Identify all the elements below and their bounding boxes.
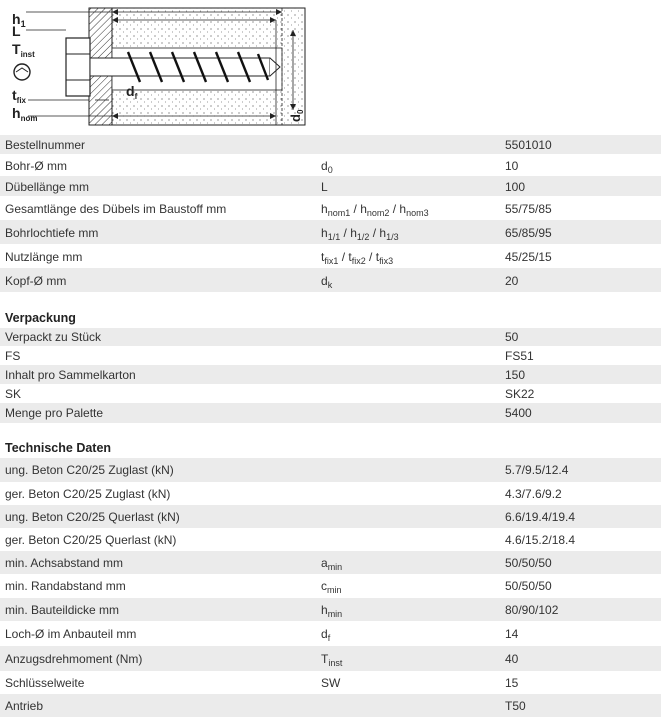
anchor-diagram [0, 0, 310, 132]
table-row [0, 646, 661, 671]
table-row [0, 244, 661, 268]
table-row [0, 268, 661, 292]
table-row [0, 694, 661, 717]
row-label: min. Randabstand mm [5, 579, 126, 593]
row-label: Schlüsselweite [5, 676, 85, 690]
table-row [0, 403, 661, 423]
row-label: Loch-Ø im Anbauteil mm [5, 627, 137, 641]
svg-text:Tinst: $T_{inst}$ [12, 41, 35, 59]
table-row [0, 671, 661, 694]
row-symbol: $c_{min}$ [321, 579, 342, 595]
row-value: 55/75/85 [505, 202, 552, 216]
label-tinst: T [12, 41, 21, 57]
table-row [0, 196, 661, 220]
row-label: FS [5, 349, 21, 363]
row-value: 15 [505, 676, 519, 690]
label-L: L [12, 23, 21, 39]
row-symbol: $d_f$ [321, 627, 331, 643]
row-symbol: $t_{fix1} / t_{fix2} / t_{fix3}$ [321, 250, 394, 266]
table-row [0, 621, 661, 646]
row-value: 5.7/9.5/12.4 [505, 463, 569, 477]
svg-text:hnom: $h_{nom}$ [12, 105, 38, 123]
table-row [0, 574, 661, 598]
row-label: SK [5, 387, 22, 401]
row-label: ger. Beton C20/25 Zuglast (kN) [5, 487, 171, 501]
svg-text:tfix: $t_{fix}$ [12, 87, 27, 105]
row-value: 10 [505, 159, 519, 173]
row-symbol: $h_{min}$ [321, 603, 343, 619]
row-symbol: $d_k$ [321, 274, 333, 290]
svg-text:d0: $d_0$ [288, 109, 305, 122]
row-value: 5400 [505, 406, 532, 420]
table-row [0, 505, 661, 528]
row-label: Antrieb [5, 699, 44, 713]
row-value: 150 [505, 368, 526, 382]
row-label: ung. Beton C20/25 Zuglast (kN) [5, 463, 174, 477]
row-value: 50/50/50 [505, 579, 552, 593]
svg-text:h1: $h_1$ [12, 11, 26, 29]
section-heading-technische-daten: Technische Daten [5, 441, 112, 455]
row-label: Kopf-Ø mm [5, 274, 67, 288]
row-label: Nutzlänge mm [5, 250, 83, 264]
row-symbol: L [321, 180, 328, 194]
table-row [0, 551, 661, 574]
table-row [0, 384, 661, 403]
screw-head [66, 38, 90, 96]
row-label: ung. Beton C20/25 Querlast (kN) [5, 510, 180, 524]
label-hnom: h [12, 105, 21, 121]
row-value: 5501010 [505, 138, 552, 152]
row-value: T50 [505, 699, 526, 713]
row-value: 65/85/95 [505, 226, 552, 240]
row-label: ger. Beton C20/25 Querlast (kN) [5, 533, 177, 547]
row-label: Bestellnummer [5, 138, 86, 152]
row-value: 20 [505, 274, 519, 288]
row-value: 40 [505, 652, 519, 666]
row-symbol: SW [321, 676, 341, 690]
row-value: 100 [505, 180, 526, 194]
table-row [0, 328, 661, 346]
table-row [0, 458, 661, 482]
row-label: min. Bauteildicke mm [5, 603, 120, 617]
svg-text:df: $d_f$ [126, 83, 138, 101]
table-row [0, 346, 661, 365]
row-label: min. Achsabstand mm [5, 556, 124, 570]
row-label: Anzugsdrehmoment (Nm) [5, 652, 143, 666]
row-label: Dübellänge mm [5, 180, 90, 194]
row-symbol: $d_0$ [321, 159, 333, 175]
row-symbol: $h_{1/1} / h_{1/2} / h_{1/3}$ [321, 226, 399, 242]
row-label: Gesamtlänge des Dübels im Baustoff mm [5, 202, 227, 216]
row-value: 4.3/7.6/9.2 [505, 487, 562, 501]
table-row [0, 176, 661, 196]
row-label: Bohrlochtiefe mm [5, 226, 99, 240]
row-symbol: $h_{nom1} / h_{nom2} / h_{nom3}$ [321, 202, 429, 218]
label-df: d [126, 83, 135, 99]
row-label: Menge pro Palette [5, 406, 104, 420]
row-value: SK22 [505, 387, 535, 401]
label-d0: d [288, 114, 303, 122]
table-row [0, 135, 661, 154]
row-value: FS51 [505, 349, 534, 363]
table-row [0, 482, 661, 505]
row-value: 45/25/15 [505, 250, 552, 264]
row-value: 14 [505, 627, 519, 641]
section-heading-verpackung: Verpackung [5, 311, 76, 325]
row-symbol: $a_{min}$ [321, 556, 343, 572]
table-row [0, 598, 661, 621]
row-symbol: $T_{inst}$ [321, 652, 343, 668]
row-label: Verpackt zu Stück [5, 330, 102, 344]
table-row [0, 154, 661, 176]
row-label: Inhalt pro Sammelkarton [5, 368, 136, 382]
label-h1: h [12, 11, 21, 27]
row-label: Bohr-Ø mm [5, 159, 68, 173]
table-row [0, 220, 661, 244]
row-value: 4.6/15.2/18.4 [505, 533, 576, 547]
row-value: 80/90/102 [505, 603, 559, 617]
label-tfix: t [12, 87, 17, 103]
table-row [0, 365, 661, 384]
row-value: 50 [505, 330, 519, 344]
table-row [0, 528, 661, 551]
row-value: 6.6/19.4/19.4 [505, 510, 576, 524]
row-value: 50/50/50 [505, 556, 552, 570]
